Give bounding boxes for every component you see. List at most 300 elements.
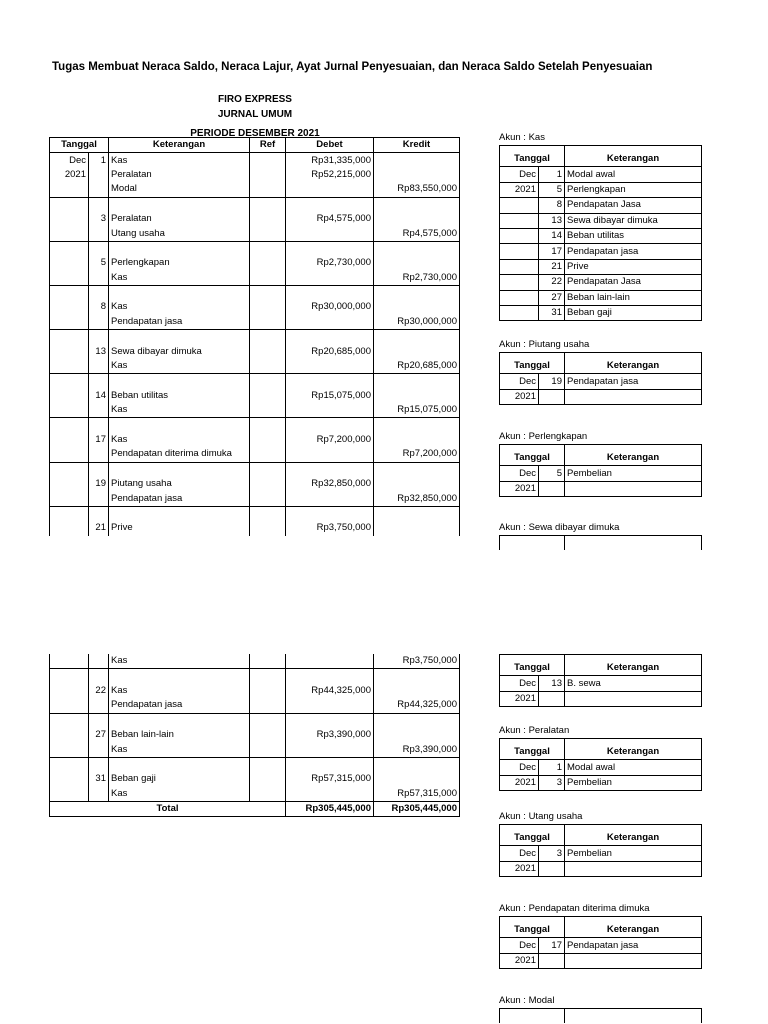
ledger-cell-day bbox=[539, 691, 565, 706]
cell-year-month bbox=[50, 389, 89, 403]
cell-kredit: Rp3,750,000 bbox=[374, 654, 460, 669]
ledger-cell-month-year bbox=[500, 290, 539, 305]
ledger-row bbox=[500, 198, 702, 213]
cell-kredit bbox=[374, 418, 460, 433]
cell-keterangan: Beban lain-lain bbox=[111, 729, 174, 741]
cell-debet: Rp3,750,000 bbox=[286, 521, 374, 535]
cell-day bbox=[89, 757, 109, 772]
cell-kredit bbox=[374, 168, 460, 182]
cell-day bbox=[89, 374, 109, 389]
cell-year-month bbox=[50, 212, 89, 226]
ledger-account bbox=[499, 131, 701, 321]
cell-keterangan: Beban gaji bbox=[111, 773, 156, 785]
cell-ref bbox=[250, 462, 286, 477]
cell-kredit bbox=[374, 713, 460, 728]
cell-year-month bbox=[50, 654, 89, 669]
journal-row bbox=[50, 359, 460, 374]
cell-keterangan: Kas bbox=[109, 403, 250, 418]
journal-row bbox=[50, 271, 460, 286]
cell-day: 31 bbox=[89, 772, 109, 786]
cell-year-month bbox=[50, 787, 89, 802]
ledger-cell-month-year: 2021 bbox=[500, 389, 539, 404]
cell-ref bbox=[250, 374, 286, 389]
ledger-cell-month-year: Dec bbox=[500, 374, 539, 389]
ledger-cell-month-year: 2021 bbox=[500, 182, 539, 197]
cell-debet: Rp15,075,000 bbox=[286, 389, 374, 403]
journal-row bbox=[50, 226, 460, 241]
ledger-cell-day: 17 bbox=[539, 244, 565, 259]
cell-keterangan: Kas bbox=[109, 654, 250, 669]
ledger-account-title: Akun : Modal bbox=[499, 995, 555, 1006]
journal-row bbox=[50, 315, 460, 330]
cell-day: 14 bbox=[89, 389, 109, 403]
ledger-cell-keterangan: Beban lain-lain bbox=[565, 290, 702, 305]
cell-day: 13 bbox=[89, 344, 109, 358]
ledger-account bbox=[499, 724, 701, 791]
cell-ref bbox=[250, 684, 286, 698]
cell-keterangan bbox=[109, 285, 250, 300]
cell-day bbox=[89, 182, 109, 197]
ledger-cell-month-year bbox=[500, 275, 539, 290]
ledger-cell-keterangan: Beban gaji bbox=[565, 305, 702, 320]
journal-row bbox=[50, 787, 460, 802]
journal-row bbox=[50, 506, 460, 521]
ledger-cell-keterangan: Modal awal bbox=[565, 760, 702, 775]
cell-debet bbox=[286, 359, 374, 374]
cell-kredit bbox=[374, 521, 460, 535]
ledger-empty-cell bbox=[500, 536, 565, 551]
cell-kredit: Rp44,325,000 bbox=[374, 698, 460, 713]
ledger-cell-day: 13 bbox=[539, 676, 565, 691]
journal-period: PERIODE DESEMBER 2021 bbox=[190, 128, 320, 139]
cell-keterangan: Kas bbox=[111, 154, 128, 166]
cell-keterangan bbox=[109, 197, 250, 212]
ledger-row bbox=[500, 389, 702, 404]
cell-ref bbox=[250, 654, 286, 669]
cell-day: 21 bbox=[89, 521, 109, 535]
ledger-cell-day: 17 bbox=[539, 938, 565, 953]
cell-ref bbox=[250, 447, 286, 462]
ledger-cell-keterangan: Pembelian bbox=[565, 466, 702, 481]
ledger-cell-month-year bbox=[500, 198, 539, 213]
cell-year-month bbox=[50, 477, 89, 491]
ledger-table bbox=[499, 352, 702, 405]
cell-year-month bbox=[50, 330, 89, 345]
cell-year-month bbox=[50, 491, 89, 506]
cell-debet: Rp4,575,000 bbox=[286, 212, 374, 226]
ledger-cell-day: 5 bbox=[539, 182, 565, 197]
total-kredit: Rp305,445,000 bbox=[374, 801, 460, 816]
ledger-cell-keterangan: Pembelian bbox=[565, 775, 702, 790]
cell-debet: Rp57,315,000 bbox=[286, 772, 374, 786]
cell-keterangan: Piutang usaha bbox=[111, 478, 172, 490]
journal-row bbox=[50, 654, 460, 669]
ledger-table bbox=[499, 535, 702, 550]
ledger-cell-keterangan bbox=[565, 481, 702, 496]
cell-ref bbox=[250, 300, 286, 314]
cell-debet: Rp44,325,000 bbox=[286, 684, 374, 698]
cell-keterangan bbox=[109, 374, 250, 389]
ledger-header-keterangan: Keterangan bbox=[565, 661, 702, 676]
ledger-cell-keterangan: B. sewa bbox=[565, 676, 702, 691]
cell-debet: Rp7,200,000 bbox=[286, 433, 374, 447]
cell-keterangan: Pendapatan jasa bbox=[109, 698, 250, 713]
cell-year-month bbox=[50, 669, 89, 684]
ledger-cell-keterangan: Pendapatan jasa bbox=[565, 938, 702, 953]
journal-row bbox=[50, 300, 460, 314]
cell-keterangan bbox=[109, 330, 250, 345]
cell-keterangan: Modal bbox=[109, 182, 250, 197]
cell-ref bbox=[250, 241, 286, 256]
cell-year-month bbox=[50, 359, 89, 374]
ledger-cell-keterangan: Pendapatan Jasa bbox=[565, 198, 702, 213]
ledger-table bbox=[499, 738, 702, 791]
cell-ref bbox=[250, 772, 286, 786]
cell-debet bbox=[286, 226, 374, 241]
cell-ref bbox=[250, 344, 286, 358]
cell-year-month bbox=[50, 447, 89, 462]
cell-keterangan: Sewa dibayar dimuka bbox=[111, 345, 202, 357]
company-name: FIRO EXPRESS bbox=[218, 94, 292, 105]
header-debet: Debet bbox=[286, 138, 374, 153]
cell-keterangan: Perlengkapan bbox=[111, 257, 170, 269]
cell-year-month bbox=[50, 374, 89, 389]
ledger-cell-month-year: 2021 bbox=[500, 775, 539, 790]
total-debet: Rp305,445,000 bbox=[286, 801, 374, 816]
cell-kredit bbox=[374, 757, 460, 772]
cell-ref bbox=[250, 285, 286, 300]
cell-ref bbox=[250, 477, 286, 491]
cell-kredit: Rp30,000,000 bbox=[374, 315, 460, 330]
journal-row bbox=[50, 772, 460, 786]
cell-year-month: Dec bbox=[50, 153, 89, 168]
cell-keterangan: Beban utilitas bbox=[111, 389, 169, 401]
ledger-header-tanggal: Tanggal bbox=[500, 831, 565, 846]
ledger-account-title: Akun : Sewa dibayar dimuka bbox=[499, 522, 620, 533]
ledger-row bbox=[500, 374, 702, 389]
cell-day: 17 bbox=[89, 433, 109, 447]
cell-kredit: Rp2,730,000 bbox=[374, 271, 460, 286]
ledger-header-tanggal: Tanggal bbox=[500, 152, 565, 167]
ledger-cell-day: 1 bbox=[539, 760, 565, 775]
ledger-row bbox=[500, 760, 702, 775]
ledger-row bbox=[500, 953, 702, 968]
ledger-empty-cell bbox=[500, 1009, 565, 1024]
ledger-cell-day bbox=[539, 861, 565, 876]
ledger-account-title: Akun : Peralatan bbox=[499, 725, 570, 736]
cell-kredit: Rp83,550,000 bbox=[374, 182, 460, 197]
cell-kredit bbox=[374, 669, 460, 684]
ledger-cell-month-year: 2021 bbox=[500, 481, 539, 496]
ledger-account-title: Akun : Perlengkapan bbox=[499, 431, 588, 442]
ledger-row bbox=[500, 182, 702, 197]
journal-row bbox=[50, 669, 460, 684]
cell-year-month bbox=[50, 506, 89, 521]
ledger-table bbox=[499, 654, 702, 707]
ledger-header-keterangan: Keterangan bbox=[565, 745, 702, 760]
ledger-cell-keterangan: Perlengkapan bbox=[565, 182, 702, 197]
journal-row bbox=[50, 684, 460, 698]
ledger-account-title: Akun : Kas bbox=[499, 132, 545, 143]
cell-debet: Rp20,685,000 bbox=[286, 344, 374, 358]
cell-kredit bbox=[374, 197, 460, 212]
cell-day bbox=[89, 168, 109, 182]
cell-keterangan: Kas bbox=[109, 271, 250, 286]
cell-kredit bbox=[374, 374, 460, 389]
cell-keterangan: Peralatan bbox=[111, 168, 152, 180]
cell-debet: Rp30,000,000 bbox=[286, 300, 374, 314]
ledger-cell-month-year: Dec bbox=[500, 167, 539, 182]
cell-ref bbox=[250, 226, 286, 241]
ledger-row bbox=[500, 290, 702, 305]
cell-debet bbox=[286, 374, 374, 389]
cell-keterangan: Kas bbox=[111, 434, 128, 445]
ledger-table bbox=[499, 824, 702, 877]
cell-kredit bbox=[374, 433, 460, 447]
cell-debet bbox=[286, 197, 374, 212]
cell-ref bbox=[250, 491, 286, 506]
ledger-header-tanggal: Tanggal bbox=[500, 661, 565, 676]
ledger-account bbox=[499, 430, 701, 497]
cell-day bbox=[89, 462, 109, 477]
ledger-header-keterangan: Keterangan bbox=[565, 152, 702, 167]
ledger-cell-day bbox=[539, 389, 565, 404]
journal-row bbox=[50, 418, 460, 433]
header-keterangan: Keterangan bbox=[109, 138, 250, 153]
ledger-table bbox=[499, 145, 702, 321]
journal-row bbox=[50, 742, 460, 757]
cell-debet bbox=[286, 787, 374, 802]
ledger-account bbox=[499, 994, 701, 1023]
journal-row bbox=[50, 403, 460, 418]
cell-debet bbox=[286, 285, 374, 300]
cell-debet: Rp2,730,000 bbox=[286, 256, 374, 270]
ledger-account bbox=[499, 338, 701, 405]
ledger-header-tanggal: Tanggal bbox=[500, 451, 565, 466]
cell-year-month bbox=[50, 241, 89, 256]
cell-day bbox=[89, 669, 109, 684]
ledger-cell-keterangan bbox=[565, 861, 702, 876]
cell-keterangan: Pendapatan diterima dimuka bbox=[109, 447, 250, 462]
ledger-row bbox=[500, 244, 702, 259]
cell-day: 8 bbox=[89, 300, 109, 314]
cell-kredit bbox=[374, 256, 460, 270]
ledger-account-title: Akun : Utang usaha bbox=[499, 811, 583, 822]
ledger-cell-day: 3 bbox=[539, 775, 565, 790]
cell-day bbox=[89, 315, 109, 330]
cell-keterangan bbox=[109, 713, 250, 728]
cell-debet bbox=[286, 182, 374, 197]
ledger-cell-day: 3 bbox=[539, 846, 565, 861]
cell-day bbox=[89, 506, 109, 521]
cell-kredit: Rp20,685,000 bbox=[374, 359, 460, 374]
ledger-account-title: Akun : Piutang usaha bbox=[499, 339, 590, 350]
ledger-cell-keterangan: Beban utilitas bbox=[565, 228, 702, 243]
ledger-header-keterangan: Keterangan bbox=[565, 359, 702, 374]
journal-row bbox=[50, 256, 460, 270]
ledger-row bbox=[500, 691, 702, 706]
ledger-row bbox=[500, 167, 702, 182]
cell-debet bbox=[286, 271, 374, 286]
cell-debet bbox=[286, 742, 374, 757]
ledger-cell-month-year: Dec bbox=[500, 676, 539, 691]
cell-debet bbox=[286, 713, 374, 728]
cell-keterangan bbox=[109, 241, 250, 256]
cell-ref bbox=[250, 418, 286, 433]
cell-day bbox=[89, 330, 109, 345]
cell-ref bbox=[250, 787, 286, 802]
cell-kredit bbox=[374, 772, 460, 786]
ledger-cell-month-year: 2021 bbox=[500, 861, 539, 876]
ledger-row bbox=[500, 228, 702, 243]
header-ref: Ref bbox=[250, 138, 286, 153]
ledger-header-tanggal: Tanggal bbox=[500, 359, 565, 374]
cell-day bbox=[89, 742, 109, 757]
cell-year-month bbox=[50, 403, 89, 418]
cell-keterangan bbox=[109, 418, 250, 433]
cell-keterangan bbox=[109, 462, 250, 477]
cell-debet bbox=[286, 462, 374, 477]
ledger-cell-month-year: Dec bbox=[500, 846, 539, 861]
cell-day bbox=[89, 285, 109, 300]
ledger-account bbox=[499, 902, 701, 969]
journal-row bbox=[50, 212, 460, 226]
cell-year-month bbox=[50, 197, 89, 212]
cell-day bbox=[89, 359, 109, 374]
cell-ref bbox=[250, 315, 286, 330]
ledger-row bbox=[500, 775, 702, 790]
ledger-account-title: Akun : Pendapatan diterima dimuka bbox=[499, 903, 650, 914]
journal-row bbox=[50, 462, 460, 477]
ledger-row bbox=[500, 861, 702, 876]
cell-year-month bbox=[50, 418, 89, 433]
cell-debet bbox=[286, 241, 374, 256]
cell-ref bbox=[250, 359, 286, 374]
ledger-cell-day: 22 bbox=[539, 275, 565, 290]
ledger-table bbox=[499, 444, 702, 497]
ledger-cell-month-year bbox=[500, 305, 539, 320]
cell-debet bbox=[286, 698, 374, 713]
journal-row bbox=[50, 447, 460, 462]
journal-row bbox=[50, 168, 460, 182]
journal-name: JURNAL UMUM bbox=[217, 109, 293, 120]
cell-day: 5 bbox=[89, 256, 109, 270]
cell-day bbox=[89, 447, 109, 462]
cell-ref bbox=[250, 433, 286, 447]
cell-ref bbox=[250, 521, 286, 535]
cell-kredit: Rp4,575,000 bbox=[374, 226, 460, 241]
cell-keterangan: Pendapatan jasa bbox=[109, 315, 250, 330]
ledger-row bbox=[500, 846, 702, 861]
cell-year-month bbox=[50, 344, 89, 358]
cell-ref bbox=[250, 153, 286, 168]
ledger-header-keterangan: Keterangan bbox=[565, 831, 702, 846]
cell-keterangan: Kas bbox=[111, 301, 128, 313]
header-tanggal: Tanggal bbox=[50, 138, 109, 153]
cell-year-month: 2021 bbox=[50, 168, 89, 182]
ledger-row bbox=[500, 305, 702, 320]
cell-keterangan: Kas bbox=[111, 787, 128, 799]
cell-kredit bbox=[374, 153, 460, 168]
cell-kredit: Rp7,200,000 bbox=[374, 447, 460, 462]
ledger-table bbox=[499, 1008, 702, 1023]
cell-debet bbox=[286, 669, 374, 684]
cell-kredit bbox=[374, 330, 460, 345]
ledger-header-tanggal: Tanggal bbox=[500, 923, 565, 938]
ledger-empty-cell bbox=[565, 536, 702, 551]
cell-ref bbox=[250, 728, 286, 742]
ledger-row bbox=[500, 275, 702, 290]
cell-day: 22 bbox=[89, 684, 109, 698]
cell-keterangan: Kas bbox=[109, 742, 250, 757]
journal-row bbox=[50, 241, 460, 256]
journal-row bbox=[50, 389, 460, 403]
cell-day bbox=[89, 271, 109, 286]
journal-header-row bbox=[50, 138, 460, 153]
cell-year-month bbox=[50, 271, 89, 286]
journal-row bbox=[50, 713, 460, 728]
ledger-header-keterangan: Keterangan bbox=[565, 451, 702, 466]
cell-debet bbox=[286, 403, 374, 418]
cell-kredit bbox=[374, 684, 460, 698]
cell-debet bbox=[286, 447, 374, 462]
cell-day bbox=[89, 654, 109, 669]
cell-year-month bbox=[50, 772, 89, 786]
cell-debet bbox=[286, 418, 374, 433]
ledger-cell-day: 13 bbox=[539, 213, 565, 228]
cell-debet: Rp32,850,000 bbox=[286, 477, 374, 491]
ledger-cell-keterangan bbox=[565, 953, 702, 968]
ledger-header-tanggal: Tanggal bbox=[500, 745, 565, 760]
cell-day bbox=[89, 403, 109, 418]
journal-row bbox=[50, 433, 460, 447]
cell-ref bbox=[250, 256, 286, 270]
cell-kredit bbox=[374, 285, 460, 300]
page-title: Tugas Membuat Neraca Saldo, Neraca Lajur, Ayat Jurnal Penyesuaian, dan Neraca Saldo Setelah Penyesuaian bbox=[52, 61, 653, 73]
journal-row bbox=[50, 285, 460, 300]
cell-keterangan: Utang usaha bbox=[109, 226, 250, 241]
ledger-cell-day: 19 bbox=[539, 374, 565, 389]
cell-kredit: Rp32,850,000 bbox=[374, 491, 460, 506]
cell-ref bbox=[250, 757, 286, 772]
header-kredit: Kredit bbox=[374, 138, 460, 153]
cell-year-month bbox=[50, 698, 89, 713]
cell-ref bbox=[250, 403, 286, 418]
cell-kredit bbox=[374, 241, 460, 256]
cell-day bbox=[89, 713, 109, 728]
cell-ref bbox=[250, 197, 286, 212]
ledger-row bbox=[500, 676, 702, 691]
cell-debet bbox=[286, 491, 374, 506]
cell-kredit bbox=[374, 506, 460, 521]
ledger-cell-day: 21 bbox=[539, 259, 565, 274]
ledger-cell-day: 5 bbox=[539, 466, 565, 481]
cell-debet bbox=[286, 315, 374, 330]
cell-debet: Rp52,215,000 bbox=[286, 168, 374, 182]
cell-ref bbox=[250, 698, 286, 713]
cell-kredit bbox=[374, 389, 460, 403]
total-label: Total bbox=[50, 801, 286, 816]
cell-ref bbox=[250, 742, 286, 757]
ledger-cell-keterangan: Pembelian bbox=[565, 846, 702, 861]
cell-day bbox=[89, 418, 109, 433]
ledger-cell-keterangan: Pendapatan jasa bbox=[565, 244, 702, 259]
journal-table-page-1 bbox=[49, 137, 460, 536]
ledger-cell-month-year bbox=[500, 228, 539, 243]
ledger-cell-keterangan bbox=[565, 691, 702, 706]
ledger-cell-month-year bbox=[500, 244, 539, 259]
ledger-header-keterangan: Keterangan bbox=[565, 923, 702, 938]
